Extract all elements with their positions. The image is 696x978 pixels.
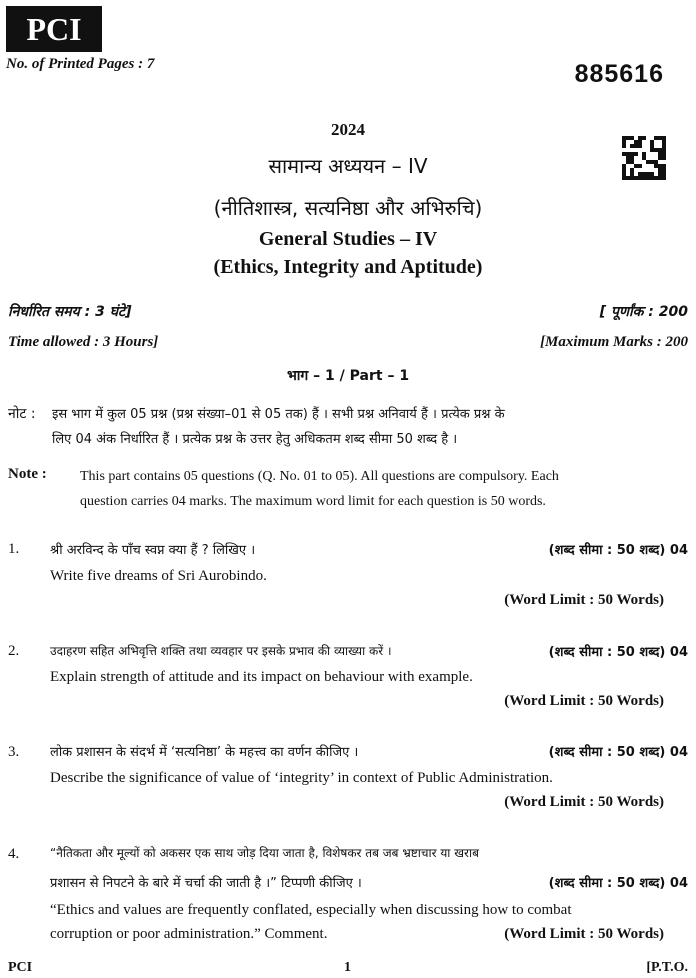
question-1-english: Write five dreams of Sri Aurobindo. bbox=[50, 568, 267, 584]
note-english-line-2: question carries 04 marks. The maximum word limit for each question is 50 words. bbox=[80, 494, 546, 509]
question-2-word-limit: (Word Limit : 50 Words) bbox=[504, 693, 664, 709]
question-4-english-line-1: “Ethics and values are frequently conflated, especially when discussing how to combat bbox=[50, 902, 572, 918]
footer-code: PCI bbox=[8, 960, 33, 975]
pto-label: [P.T.O. bbox=[646, 960, 688, 975]
question-1-hindi: श्री अरविन्द के पाँच स्वप्न क्या हैं ? लिखिए । bbox=[50, 543, 256, 558]
note-hindi-line-2: लिए 04 अंक निर्धारित हैं । प्रत्येक प्रश्न के उत्तर हेतु अधिकतम शब्द सीमा 50 शब्द है । bbox=[52, 432, 458, 447]
question-4-word-limit: (Word Limit : 50 Words) bbox=[504, 926, 664, 942]
question-2-english: Explain strength of attitude and its impact on behaviour with example. bbox=[50, 669, 473, 685]
question-4-limit-hindi: (शब्द सीमा : 50 शब्द) 04 bbox=[548, 876, 688, 891]
subtitle-hindi: (नीतिशास्त्र, सत्यनिष्ठा और अभिरुचि) bbox=[213, 196, 483, 220]
question-4-english-line-2: corruption or poor administration.” Comment. bbox=[50, 926, 328, 942]
max-marks-english: [Maximum Marks : 200 bbox=[540, 334, 688, 350]
max-marks-hindi: [ पूर्णांक : 200 bbox=[599, 304, 688, 320]
exam-badge: PCI bbox=[6, 6, 102, 52]
note-text-english bbox=[80, 464, 692, 514]
exam-year: 2024 bbox=[331, 120, 365, 139]
question-4-number: 4. bbox=[8, 846, 20, 862]
note-text-hindi bbox=[52, 402, 664, 452]
question-3-limit-hindi: (शब्द सीमा : 50 शब्द) 04 bbox=[548, 745, 688, 760]
question-3-number: 3. bbox=[8, 744, 20, 760]
paper-code: 885616 bbox=[574, 60, 664, 88]
part-label: भाग – 1 / Part – 1 bbox=[286, 368, 410, 384]
note-label-hindi: नोट : bbox=[8, 406, 36, 422]
question-2-number: 2. bbox=[8, 643, 20, 659]
question-2-limit-hindi: (शब्द सीमा : 50 शब्द) 04 bbox=[548, 645, 688, 660]
question-3-hindi: लोक प्रशासन के संदर्भ में ‘सत्यनिष्ठा’ के महत्त्व का वर्णन कीजिए । bbox=[50, 745, 359, 760]
subject-english: General Studies – IV bbox=[258, 228, 438, 250]
note-label-english: Note : bbox=[8, 466, 47, 482]
question-1-number: 1. bbox=[8, 541, 20, 557]
note-english-line-1: This part contains 05 questions (Q. No. 01 to 05). All questions are compulsory. Each bbox=[80, 469, 559, 484]
question-3-word-limit: (Word Limit : 50 Words) bbox=[504, 794, 664, 810]
question-3-english: Describe the significance of value of ‘integrity’ in context of Public Administration. bbox=[50, 770, 553, 786]
page-number: 1 bbox=[344, 960, 351, 975]
note-hindi-line-1: इस भाग में कुल 05 प्रश्न (प्रश्न संख्या–01 से 05 तक) हैं । सभी प्रश्न अनिवार्य हैं । प्रत्येक प्रश्न के bbox=[52, 407, 505, 422]
question-4-hindi-line-2: प्रशासन से निपटने के बारे में चर्चा की जाती है ।” टिप्पणी कीजिए । bbox=[50, 876, 362, 891]
printed-pages: No. of Printed Pages : 7 bbox=[6, 56, 155, 72]
question-1-limit-hindi: (शब्द सीमा : 50 शब्द) 04 bbox=[548, 543, 688, 558]
question-2-hindi: उदाहरण सहित अभिवृत्ति शक्ति तथा व्यवहार पर इसके प्रभाव की व्याख्या करें । bbox=[50, 644, 392, 658]
subject-hindi: सामान्य अध्ययन – IV bbox=[268, 154, 428, 178]
subtitle-english: (Ethics, Integrity and Aptitude) bbox=[213, 256, 483, 278]
time-allowed-english: Time allowed : 3 Hours] bbox=[8, 334, 159, 350]
time-allowed-hindi: निर्धारित समय : 3 घंटे] bbox=[8, 304, 132, 320]
question-1-word-limit: (Word Limit : 50 Words) bbox=[504, 592, 664, 608]
question-4-hindi-line-1: “नैतिकता और मूल्यों को अकसर एक साथ जोड़ दिया जाता है, विशेषकर तब जब भ्रष्टाचार या खराब bbox=[50, 846, 479, 860]
